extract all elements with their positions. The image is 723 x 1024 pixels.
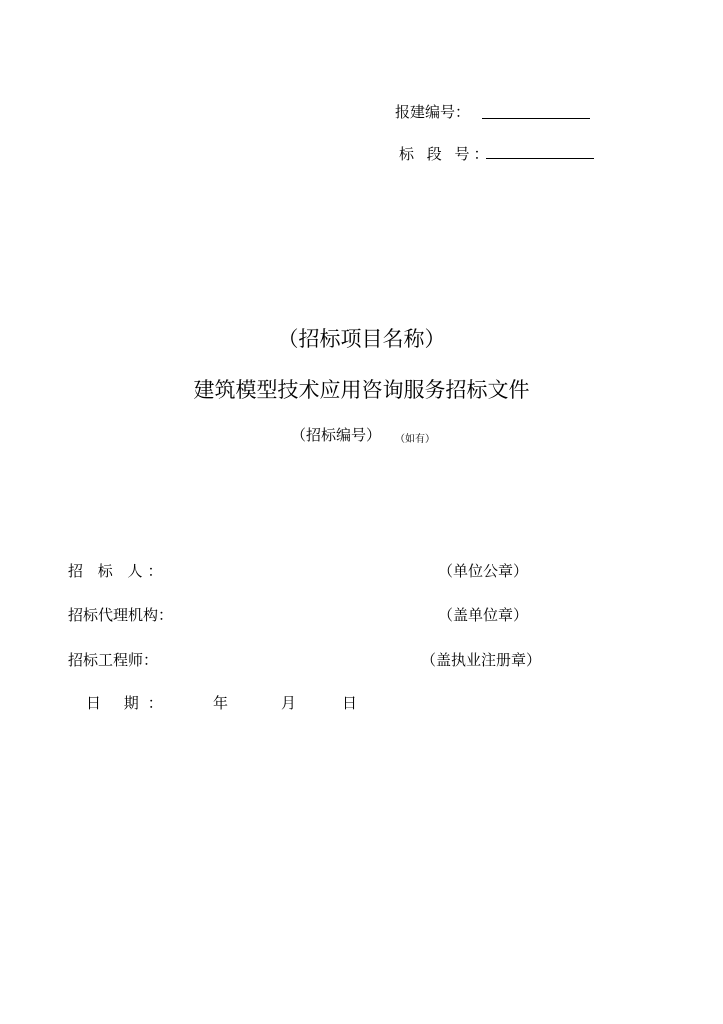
tender-no-label: （招标编号） xyxy=(291,426,382,444)
report-no-label: 报建编号： xyxy=(395,103,471,121)
date-month: 月 xyxy=(281,694,297,712)
date-label: 日 期： xyxy=(86,694,172,712)
project-name-title: （招标项目名称） xyxy=(277,327,446,351)
agency-seal: （盖单位章） xyxy=(438,606,529,624)
date-day: 日 xyxy=(342,694,358,712)
date-year: 年 xyxy=(213,694,229,712)
agency-label: 招标代理机构： xyxy=(68,606,174,624)
section-no-label: 标 段 号： xyxy=(399,145,493,163)
tender-no-note: （如有） xyxy=(395,434,435,445)
report-no-underline xyxy=(482,118,590,119)
document-title: 建筑模型技术应用咨询服务招标文件 xyxy=(193,378,530,402)
tenderer-seal: （单位公章） xyxy=(438,562,529,580)
engineer-label: 招标工程师： xyxy=(68,651,159,669)
section-no-underline xyxy=(486,158,594,159)
engineer-seal: （盖执业注册章） xyxy=(421,651,542,669)
tenderer-label: 招 标 人： xyxy=(68,562,168,580)
